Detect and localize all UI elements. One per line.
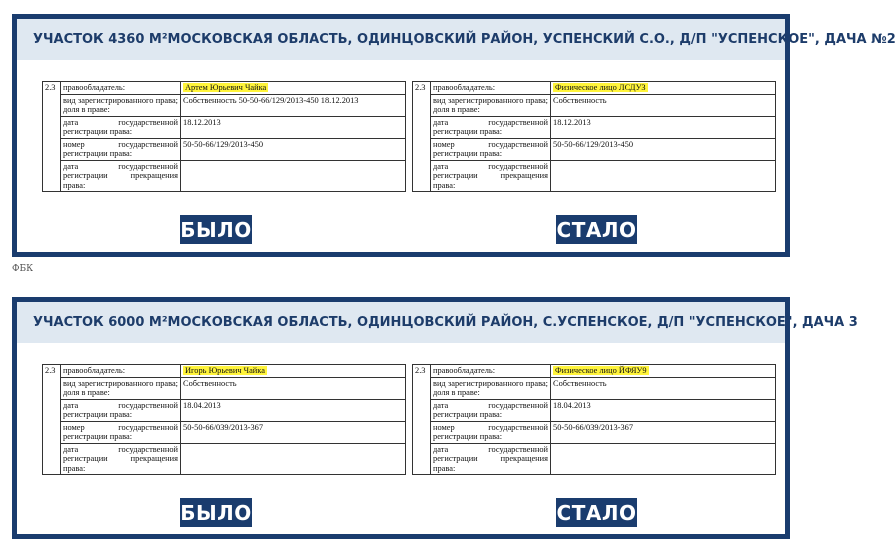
- table-row: [43, 421, 406, 443]
- registry-table-after: [412, 81, 776, 192]
- field-label: дата государственной регистрации права:: [61, 399, 181, 421]
- field-value: [551, 443, 776, 475]
- table-row: [413, 94, 776, 116]
- field-value: [181, 365, 406, 378]
- field-value: 50-50-66/039/2013-367: [181, 421, 406, 443]
- field-label: дата государственной регистрации прекращения права:: [61, 160, 181, 192]
- field-value: [551, 365, 776, 378]
- table-row: [413, 443, 776, 475]
- table-row: [413, 160, 776, 192]
- field-label: правообладатель:: [431, 365, 551, 378]
- field-label: номер государственной регистрации права:: [431, 421, 551, 443]
- field-value: [181, 160, 406, 192]
- field-label: дата государственной регистрации права:: [431, 399, 551, 421]
- field-label: вид зарегистрированного права; доля в праве:: [431, 377, 551, 399]
- field-label: вид зарегистрированного права; доля в праве:: [61, 94, 181, 116]
- plot-address: МОСКОВСКАЯ ОБЛАСТЬ, ОДИНЦОВСКИЙ РАЙОН, УСПЕНСКИЙ С.О., Д/П "УСПЕНСКОЕ", ДАЧА №2: [167, 32, 896, 47]
- table-row: [413, 377, 776, 399]
- table-row: [413, 421, 776, 443]
- table-row: [413, 116, 776, 138]
- field-label: дата государственной регистрации прекращения права:: [431, 160, 551, 192]
- table-row: [43, 138, 406, 160]
- card-header: [17, 19, 896, 60]
- card-content: [17, 302, 858, 534]
- card-content: [17, 19, 896, 252]
- section-number: 2.3: [43, 365, 61, 378]
- field-value: Собственность: [181, 377, 406, 399]
- field-label: номер государственной регистрации права:: [431, 138, 551, 160]
- owner-name-highlight: Игорь Юрьевич Чайка: [185, 366, 265, 375]
- registry-table-before: [42, 81, 406, 192]
- field-value: 50-50-66/129/2013-450: [551, 138, 776, 160]
- field-value: 18.12.2013: [551, 116, 776, 138]
- section-number: 2.3: [413, 365, 431, 378]
- card-header: [17, 302, 858, 343]
- field-value: [181, 82, 406, 95]
- field-value: Собственность 50-50-66/129/2013-450 18.12.2013: [181, 94, 406, 116]
- field-value: 50-50-66/039/2013-367: [551, 421, 776, 443]
- table-row: [43, 377, 406, 399]
- owner-name-highlight: Артем Юрьевич Чайка: [185, 83, 267, 92]
- table-row: [43, 116, 406, 138]
- field-value: 50-50-66/129/2013-450: [181, 138, 406, 160]
- before-badge: БЫЛО: [180, 498, 252, 527]
- section-number: 2.3: [413, 82, 431, 95]
- field-value: [551, 160, 776, 192]
- field-value: Собственность: [551, 94, 776, 116]
- table-row: [43, 82, 406, 95]
- plot-address: МОСКОВСКАЯ ОБЛАСТЬ, ОДИНЦОВСКИЙ РАЙОН, С.УСПЕНСКОЕ, Д/П "УСПЕНСКОЕ", ДАЧА 3: [167, 315, 858, 330]
- table-row: [413, 399, 776, 421]
- registry-table-before: [42, 364, 406, 475]
- owner-name-highlight: Физическое лицо ЙФЯУ9: [555, 366, 647, 375]
- photo-credit: ФБК: [12, 264, 34, 274]
- field-label: номер государственной регистрации права:: [61, 421, 181, 443]
- field-label: правообладатель:: [431, 82, 551, 95]
- property-card-1: [12, 14, 896, 257]
- field-value: Собственность: [551, 377, 776, 399]
- field-label: правообладатель:: [61, 82, 181, 95]
- table-row: [43, 443, 406, 475]
- field-value: [181, 443, 406, 475]
- field-value: 18.04.2013: [181, 399, 406, 421]
- field-label: дата государственной регистрации права:: [431, 116, 551, 138]
- property-card-2: [12, 297, 858, 539]
- before-badge: БЫЛО: [180, 215, 252, 244]
- field-label: правообладатель:: [61, 365, 181, 378]
- section-number: 2.3: [43, 82, 61, 95]
- plot-area: УЧАСТОК 4360 М²: [33, 32, 168, 47]
- registry-table-after: [412, 364, 776, 475]
- field-label: вид зарегистрированного права; доля в праве:: [61, 377, 181, 399]
- plot-area: УЧАСТОК 6000 М²: [33, 315, 168, 330]
- field-label: дата государственной регистрации права:: [61, 116, 181, 138]
- field-label: вид зарегистрированного права; доля в праве:: [431, 94, 551, 116]
- field-value: [551, 82, 776, 95]
- owner-name-highlight: Физическое лицо ЛСДУЗ: [555, 83, 646, 92]
- field-label: дата государственной регистрации прекращения права:: [61, 443, 181, 475]
- table-row: [413, 138, 776, 160]
- after-badge: СТАЛО: [556, 498, 637, 527]
- table-row: [43, 94, 406, 116]
- table-row: [413, 82, 776, 95]
- table-row: [43, 160, 406, 192]
- table-row: [413, 365, 776, 378]
- field-label: номер государственной регистрации права:: [61, 138, 181, 160]
- field-value: 18.04.2013: [551, 399, 776, 421]
- field-label: дата государственной регистрации прекращения права:: [431, 443, 551, 475]
- after-badge: СТАЛО: [556, 215, 637, 244]
- table-row: [43, 399, 406, 421]
- table-row: [43, 365, 406, 378]
- field-value: 18.12.2013: [181, 116, 406, 138]
